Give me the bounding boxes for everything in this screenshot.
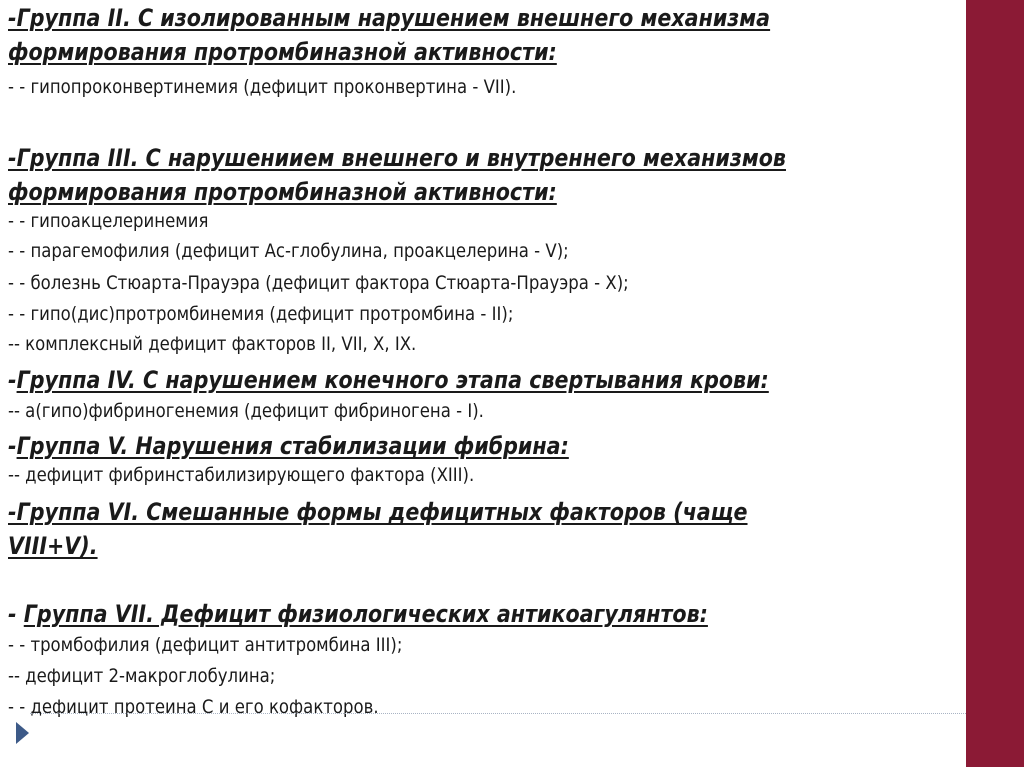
next-slide-arrow-icon[interactable] — [16, 722, 29, 744]
accent-side-bar — [966, 0, 1024, 767]
group5-item: -- дефицит фибринстабилизирующего фактора (XIII). — [8, 464, 475, 486]
group5-title: -Группа V. Нарушения стабилизации фибрина: — [8, 432, 569, 460]
group3-item: - - гипоакцелеринемия — [8, 210, 209, 232]
group3-title-line2: формирования протромбиназной активности: — [8, 178, 557, 206]
group3-item: -- комплексный дефицит факторов II, VII, X, IX. — [8, 333, 417, 355]
group4-item: -- а(гипо)фибриногенемия (дефицит фибриногена - I). — [8, 400, 484, 422]
group2-item: - - гипопроконвертинемия (дефицит проконвертина - VII). — [8, 76, 517, 98]
group2-title-line1: -Группа II. С изолированным нарушением внешнего механизма — [8, 4, 771, 32]
group7-item: - - дефицит протеина С и его кофакторов. — [8, 696, 379, 718]
group2-title-line2: формирования протромбиназной активности: — [8, 38, 557, 66]
group6-title-line2: VIII+V). — [8, 532, 98, 560]
group6-title-line1: -Группа VI. Смешанные формы дефицитных факторов (чаще — [8, 498, 748, 526]
group7-title: - Группа VII. Дефицит физиологических антикоагулянтов: — [8, 600, 708, 628]
group7-item: -- дефицит 2-макроглобулина; — [8, 665, 276, 687]
group3-item: - - болезнь Стюарта-Прауэра (дефицит фактора Стюарта-Прауэра - X); — [8, 272, 629, 294]
group3-title-line1: -Группа III. С нарушениием внешнего и внутреннего механизмов — [8, 144, 786, 172]
group3-item: - - гипо(дис)протромбинемия (дефицит протромбина - II); — [8, 303, 514, 325]
group4-title: -Группа IV. С нарушением конечного этапа свертывания крови: — [8, 366, 769, 394]
group7-item: - - тромбофилия (дефицит антитромбина III); — [8, 634, 403, 656]
group3-item: - - парагемофилия (дефицит Ас-глобулина, проакцелерина - V); — [8, 240, 569, 262]
bottom-divider — [30, 713, 966, 714]
